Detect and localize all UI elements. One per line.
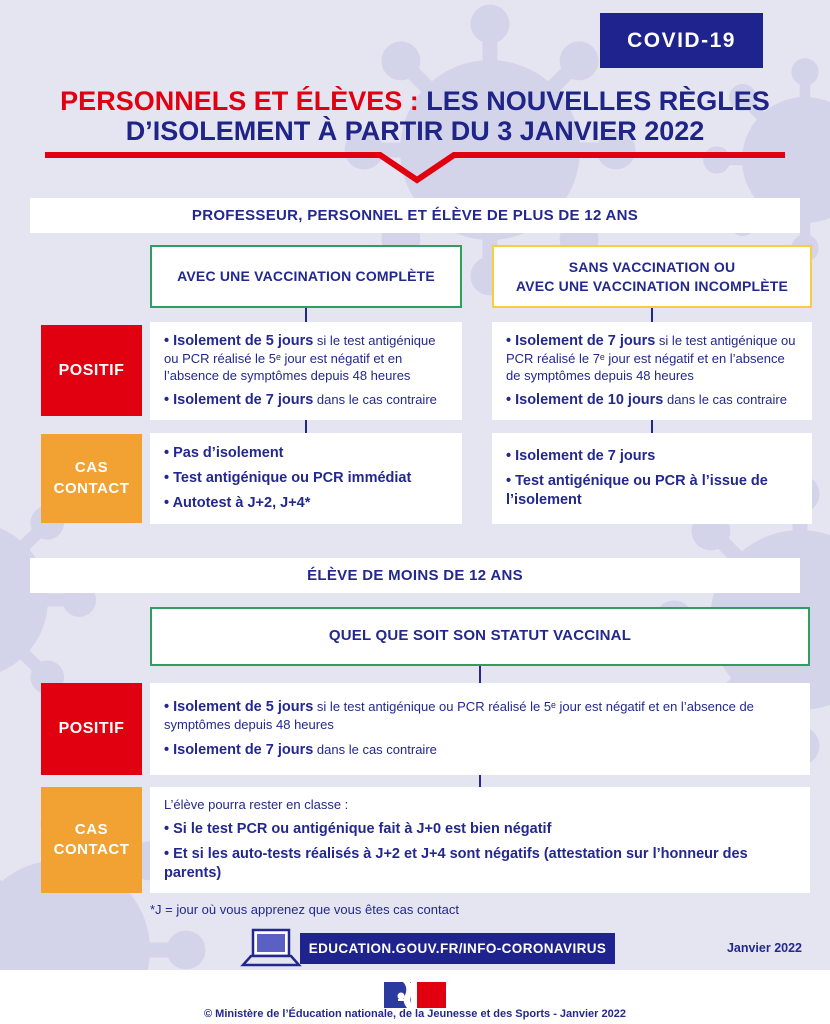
header-sans-vaccination-line2: AVEC UNE VACCINATION INCOMPLÈTE bbox=[515, 277, 789, 294]
positif-label bbox=[41, 325, 142, 416]
content-over12-vaccinated-positif bbox=[150, 322, 462, 420]
header-statut-vaccinal-label: QUEL QUE SOIT SON STATUT VACCINAL bbox=[328, 627, 632, 645]
cas-contact-label-under12 bbox=[41, 787, 142, 893]
bullet: • Et si les auto-tests réalisés à J+2 et J+4 sont négatifs (attestation sur l’honneur des parents) bbox=[164, 846, 748, 881]
bullet: • Pas d’isolement bbox=[164, 445, 284, 462]
bullet: • Isolement de 5 jours si le test antigénique ou PCR réalisé le 5ᵉ jour est négatif et en l’absence de symptômes depuis 48 heures bbox=[164, 699, 754, 733]
bullet: • Isolement de 5 jours si le test antigénique ou PCR réalisé le 5ᵉ jour est négatif et en l’absence de symptômes depuis 48 heures bbox=[164, 332, 436, 383]
positif-label-text: POSITIF bbox=[58, 361, 125, 379]
cas-contact-label-line2: CONTACT bbox=[53, 479, 130, 497]
content-under12-contact bbox=[150, 787, 810, 893]
bullet: • Si le test PCR ou antigénique fait à J+0 est bien négatif bbox=[164, 821, 552, 838]
content-over12-vaccinated-contact bbox=[150, 433, 462, 524]
footnote: *J = jour où vous apprenez que vous êtes cas contact bbox=[150, 902, 459, 917]
connector-line bbox=[479, 666, 481, 683]
connector-line bbox=[479, 775, 481, 787]
content-over12-unvaccinated-contact bbox=[492, 433, 812, 524]
gov-link-banner[interactable]: EDUCATION.GOUV.FR/INFO-CORONAVIRUS bbox=[300, 933, 615, 964]
bullet: • Test antigénique ou PCR immédiat bbox=[164, 470, 412, 487]
bullet: • Isolement de 7 jours dans le cas contraire bbox=[164, 741, 437, 758]
cas-contact-label bbox=[41, 434, 142, 523]
covid19-badge: COVID-19 bbox=[600, 13, 763, 68]
bullet: • Isolement de 7 jours dans le cas contraire bbox=[164, 392, 437, 409]
cas-contact-label-line1: CAS bbox=[74, 459, 109, 477]
bullet: • Isolement de 10 jours dans le cas contraire bbox=[506, 392, 787, 409]
header-statut-vaccinal bbox=[150, 607, 810, 666]
connector-line bbox=[305, 420, 307, 434]
header-sans-vaccination-line1: SANS VACCINATION OU bbox=[568, 258, 736, 275]
bullet: • Isolement de 7 jours si le test antigénique ou PCR réalisé le 7ᵉ jour est négatif et en l’absence de symptômes depuis 48 heures bbox=[506, 332, 796, 383]
positif-label-text: POSITIF bbox=[58, 720, 125, 738]
banner-over-12: PROFESSEUR, PERSONNEL ET ÉLÈVE DE PLUS DE 12 ANS bbox=[30, 198, 800, 233]
marianne-flag-logo bbox=[384, 982, 446, 1008]
header-sans-vaccination bbox=[492, 245, 812, 308]
positif-label-under12 bbox=[41, 683, 142, 775]
content-over12-unvaccinated-positif bbox=[492, 322, 812, 420]
footer-date: Janvier 2022 bbox=[726, 941, 802, 955]
divider-arrow bbox=[45, 150, 785, 186]
bullet: • Isolement de 7 jours bbox=[506, 448, 656, 465]
intro-text: L’élève pourra rester en classe : bbox=[164, 797, 349, 813]
title-rest: LES NOUVELLES RÈGLES bbox=[426, 86, 770, 116]
content-under12-positif bbox=[150, 683, 810, 775]
copyright: © Ministère de l’Éducation nationale, de la Jeunesse et des Sports - Janvier 2022 bbox=[204, 1008, 626, 1020]
title-line2: D’ISOLEMENT À PARTIR DU 3 JANVIER 2022 bbox=[125, 116, 705, 146]
bullet: • Autotest à J+2, J+4* bbox=[164, 494, 311, 511]
connector-line bbox=[651, 420, 653, 434]
title-highlight: PERSONNELS ET ÉLÈVES : bbox=[60, 86, 427, 116]
bullet: • Test antigénique ou PCR à l’issue de l’isolement bbox=[506, 473, 768, 508]
banner-under-12: ÉLÈVE DE MOINS DE 12 ANS bbox=[30, 558, 800, 593]
cas-contact-label-line2: CONTACT bbox=[53, 841, 130, 858]
laptop-icon bbox=[240, 928, 302, 970]
footer-strip bbox=[0, 970, 830, 1024]
cas-contact-label-line1: CAS bbox=[74, 820, 109, 838]
page-title bbox=[0, 86, 830, 146]
header-vaccination-complete bbox=[150, 245, 462, 308]
header-vaccination-complete-label: AVEC UNE VACCINATION COMPLÈTE bbox=[177, 268, 435, 285]
